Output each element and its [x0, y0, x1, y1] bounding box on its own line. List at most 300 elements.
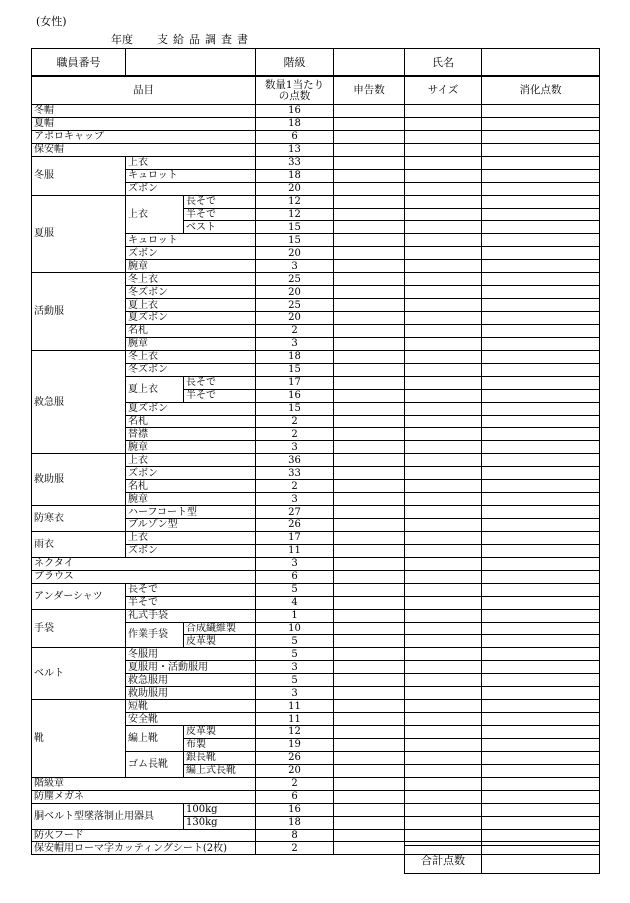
declared-count-field[interactable]	[334, 441, 405, 454]
consumed-points-field[interactable]	[482, 299, 600, 312]
item-category: アンダーシャツ	[32, 583, 126, 609]
size-field[interactable]	[405, 493, 482, 506]
size-field[interactable]	[405, 441, 482, 454]
consumed-points-field[interactable]	[482, 324, 600, 337]
declared-count-field[interactable]	[334, 480, 405, 493]
consumed-points-field[interactable]	[482, 609, 600, 622]
size-field[interactable]	[405, 208, 482, 221]
consumed-points-field[interactable]	[482, 273, 600, 286]
declared-count-field[interactable]	[334, 247, 405, 260]
points-per-unit: 15	[256, 234, 334, 247]
table-row	[32, 829, 600, 842]
item-variant: ベスト	[184, 221, 256, 234]
consumed-points-field[interactable]	[482, 648, 600, 661]
size-field[interactable]	[405, 312, 482, 325]
declared-count-field[interactable]	[334, 738, 405, 751]
declared-count-field[interactable]	[334, 363, 405, 376]
size-field[interactable]	[405, 389, 482, 402]
declared-count-field[interactable]	[334, 687, 405, 700]
table-row	[32, 609, 600, 622]
declared-count-field[interactable]	[334, 260, 405, 273]
size-field[interactable]	[405, 790, 482, 803]
declared-count-field[interactable]	[334, 467, 405, 480]
declared-count-field[interactable]	[334, 182, 405, 195]
consumed-points-field[interactable]	[482, 751, 600, 764]
size-field[interactable]	[405, 648, 482, 661]
consumed-points-field[interactable]	[482, 376, 600, 389]
size-field[interactable]	[405, 764, 482, 777]
size-field[interactable]	[405, 182, 482, 195]
item-category: 冬服	[32, 156, 126, 195]
size-field[interactable]	[405, 337, 482, 350]
points-per-unit: 5	[256, 648, 334, 661]
consumed-points-field[interactable]	[482, 105, 600, 118]
points-per-unit: 6	[256, 790, 334, 803]
item-variant: 長そで	[184, 376, 256, 389]
declared-count-field[interactable]	[334, 506, 405, 519]
consumed-points-field[interactable]	[482, 143, 600, 156]
total-table	[404, 845, 600, 874]
size-field[interactable]	[405, 583, 482, 596]
item-subcategory: ズボン	[126, 182, 256, 195]
item-subcategory: 作業手袋	[126, 622, 184, 648]
item-subcategory: ゴム長靴	[126, 751, 184, 777]
consumed-points-field[interactable]	[482, 363, 600, 376]
size-field[interactable]	[405, 350, 482, 363]
consumed-points-field[interactable]	[482, 415, 600, 428]
consumed-points-field[interactable]	[482, 389, 600, 402]
table-row	[32, 156, 600, 169]
table-row	[32, 648, 600, 661]
size-field[interactable]	[405, 751, 482, 764]
consumed-points-field[interactable]	[482, 441, 600, 454]
declared-count-field[interactable]	[334, 117, 405, 130]
declared-count-field[interactable]	[334, 337, 405, 350]
item-variant: 合成繊維製	[184, 622, 256, 635]
col-points-header-line2: の点数	[278, 89, 311, 102]
size-field[interactable]	[405, 713, 482, 726]
declared-count-field[interactable]	[334, 622, 405, 635]
points-per-unit: 16	[256, 389, 334, 402]
points-per-unit: 25	[256, 299, 334, 312]
item-category: 夏帽	[32, 117, 256, 130]
declared-count-field[interactable]	[334, 195, 405, 208]
staff-info-table	[31, 48, 600, 76]
table-row	[32, 700, 600, 713]
declared-count-field[interactable]	[334, 156, 405, 169]
consumed-points-field[interactable]	[482, 428, 600, 441]
size-field[interactable]	[405, 557, 482, 570]
table-row	[32, 454, 600, 467]
declared-count-field[interactable]	[334, 221, 405, 234]
consumed-points-field[interactable]	[482, 726, 600, 739]
consumed-points-field[interactable]	[482, 816, 600, 829]
size-field[interactable]	[405, 519, 482, 532]
item-category: ベルト	[32, 648, 126, 700]
table-row	[32, 777, 600, 790]
size-field[interactable]	[405, 286, 482, 299]
size-field[interactable]	[405, 803, 482, 816]
declared-count-field[interactable]	[334, 519, 405, 532]
item-subcategory: キュロット	[126, 169, 256, 182]
points-per-unit: 3	[256, 337, 334, 350]
size-field[interactable]	[405, 105, 482, 118]
item-subcategory: 救助服用	[126, 687, 256, 700]
declared-count-field[interactable]	[334, 169, 405, 182]
size-field[interactable]	[405, 195, 482, 208]
consumed-points-field[interactable]	[482, 700, 600, 713]
declared-count-field[interactable]	[334, 803, 405, 816]
points-per-unit: 18	[256, 350, 334, 363]
points-per-unit: 10	[256, 622, 334, 635]
size-field[interactable]	[405, 428, 482, 441]
points-per-unit: 16	[256, 803, 334, 816]
points-per-unit: 5	[256, 583, 334, 596]
consumed-points-field[interactable]	[482, 544, 600, 557]
size-field[interactable]	[405, 156, 482, 169]
consumed-points-field[interactable]	[482, 829, 600, 842]
consumed-points-field[interactable]	[482, 156, 600, 169]
points-per-unit: 3	[256, 557, 334, 570]
size-field[interactable]	[405, 570, 482, 583]
item-subcategory: 上衣	[126, 156, 256, 169]
size-field[interactable]	[405, 700, 482, 713]
consumed-points-field[interactable]	[482, 557, 600, 570]
consumed-points-field[interactable]	[482, 480, 600, 493]
item-category: 保安帽用ローマ字カッティングシート(2枚)	[32, 842, 256, 855]
consumed-points-field[interactable]	[482, 519, 600, 532]
item-variant: 130kg	[184, 816, 256, 829]
table-row	[32, 790, 600, 803]
item-subcategory: 夏上衣	[126, 299, 256, 312]
points-per-unit: 8	[256, 829, 334, 842]
declared-count-field[interactable]	[334, 415, 405, 428]
points-per-unit: 20	[256, 286, 334, 299]
item-variant: 100kg	[184, 803, 256, 816]
col-item-header: 品目	[32, 77, 256, 105]
consumed-points-field[interactable]	[482, 208, 600, 221]
consumed-points-field[interactable]	[482, 738, 600, 751]
consumed-points-field[interactable]	[482, 622, 600, 635]
consumed-points-field[interactable]	[482, 635, 600, 648]
points-per-unit: 20	[256, 247, 334, 260]
declared-count-field[interactable]	[334, 751, 405, 764]
size-field[interactable]	[405, 622, 482, 635]
item-category: ブラウス	[32, 570, 256, 583]
consumed-points-field[interactable]	[482, 337, 600, 350]
consumed-points-field[interactable]	[482, 674, 600, 687]
item-subcategory: ズボン	[126, 544, 256, 557]
points-per-unit: 12	[256, 195, 334, 208]
size-field[interactable]	[405, 726, 482, 739]
consumed-points-field[interactable]	[482, 764, 600, 777]
total-field[interactable]	[482, 846, 600, 874]
declared-count-field[interactable]	[334, 544, 405, 557]
item-category: 救急服	[32, 350, 126, 454]
size-field[interactable]	[405, 816, 482, 829]
consumed-points-field[interactable]	[482, 350, 600, 363]
declared-count-field[interactable]	[334, 531, 405, 544]
item-category: アポロキャップ	[32, 130, 256, 143]
consumed-points-field[interactable]	[482, 260, 600, 273]
item-subcategory: キュロット	[126, 234, 256, 247]
points-per-unit: 3	[256, 687, 334, 700]
item-category: 雨衣	[32, 531, 126, 557]
size-field[interactable]	[405, 260, 482, 273]
size-field[interactable]	[405, 376, 482, 389]
item-subcategory: 夏上衣	[126, 376, 184, 402]
size-field[interactable]	[405, 415, 482, 428]
size-field[interactable]	[405, 234, 482, 247]
points-per-unit: 36	[256, 454, 334, 467]
col-declared-header: 申告数	[334, 77, 405, 105]
consumed-points-field[interactable]	[482, 493, 600, 506]
consumed-points-field[interactable]	[482, 286, 600, 299]
size-field[interactable]	[405, 777, 482, 790]
consumed-points-field[interactable]	[482, 777, 600, 790]
size-field[interactable]	[405, 130, 482, 143]
declared-count-field[interactable]	[334, 273, 405, 286]
declared-count-field[interactable]	[334, 700, 405, 713]
declared-count-field[interactable]	[334, 143, 405, 156]
consumed-points-field[interactable]	[482, 570, 600, 583]
consumed-points-field[interactable]	[482, 454, 600, 467]
points-per-unit: 17	[256, 376, 334, 389]
table-row	[32, 143, 600, 156]
declared-count-field[interactable]	[334, 570, 405, 583]
size-field[interactable]	[405, 247, 482, 260]
consumed-points-field[interactable]	[482, 713, 600, 726]
size-field[interactable]	[405, 829, 482, 842]
consumed-points-field[interactable]	[482, 247, 600, 260]
item-category: 防火フード	[32, 829, 256, 842]
points-per-unit: 17	[256, 531, 334, 544]
points-per-unit: 3	[256, 493, 334, 506]
document-title-line	[111, 31, 253, 47]
item-variant: 皮革製	[184, 635, 256, 648]
consumed-points-field[interactable]	[482, 583, 600, 596]
points-per-unit: 26	[256, 751, 334, 764]
points-per-unit: 33	[256, 156, 334, 169]
declared-count-field[interactable]	[334, 829, 405, 842]
declared-count-field[interactable]	[334, 105, 405, 118]
consumed-points-field[interactable]	[482, 506, 600, 519]
item-variant: 半そで	[184, 208, 256, 221]
item-category: ネクタイ	[32, 557, 256, 570]
points-per-unit: 15	[256, 363, 334, 376]
declared-count-field[interactable]	[334, 764, 405, 777]
table-row	[32, 570, 600, 583]
declared-count-field[interactable]	[334, 389, 405, 402]
items-table	[31, 76, 600, 855]
declared-count-field[interactable]	[334, 648, 405, 661]
declared-count-field[interactable]	[334, 324, 405, 337]
size-field[interactable]	[405, 299, 482, 312]
declared-count-field[interactable]	[334, 286, 405, 299]
item-subcategory: 礼式手袋	[126, 609, 256, 622]
rank-label: 階級	[256, 49, 334, 76]
item-variant: 布製	[184, 738, 256, 751]
size-field[interactable]	[405, 480, 482, 493]
item-subcategory: 名札	[126, 480, 256, 493]
name-field[interactable]	[482, 49, 600, 76]
item-subcategory: 夏ズボン	[126, 402, 256, 415]
size-field[interactable]	[405, 609, 482, 622]
table-row	[32, 130, 600, 143]
item-category: 防塵メガネ	[32, 790, 256, 803]
size-field[interactable]	[405, 687, 482, 700]
item-subcategory: ズボン	[126, 467, 256, 480]
size-field[interactable]	[405, 117, 482, 130]
item-subcategory: 替襟	[126, 428, 256, 441]
table-row	[32, 117, 600, 130]
points-per-unit: 5	[256, 674, 334, 687]
size-field[interactable]	[405, 402, 482, 415]
points-per-unit: 2	[256, 415, 334, 428]
declared-count-field[interactable]	[334, 609, 405, 622]
item-subcategory: 冬ズボン	[126, 363, 256, 376]
declared-count-field[interactable]	[334, 777, 405, 790]
item-subcategory: 腕章	[126, 260, 256, 273]
points-per-unit: 2	[256, 428, 334, 441]
declared-count-field[interactable]	[334, 312, 405, 325]
table-row	[32, 273, 600, 286]
points-per-unit: 2	[256, 777, 334, 790]
declared-count-field[interactable]	[334, 208, 405, 221]
item-subcategory: ズボン	[126, 247, 256, 260]
size-field[interactable]	[405, 273, 482, 286]
points-per-unit: 25	[256, 273, 334, 286]
staff-number-label: 職員番号	[32, 49, 126, 76]
consumed-points-field[interactable]	[482, 221, 600, 234]
item-subcategory: 編上靴	[126, 726, 184, 752]
size-field[interactable]	[405, 544, 482, 557]
points-per-unit: 20	[256, 764, 334, 777]
item-category: 活動服	[32, 273, 126, 351]
consumed-points-field[interactable]	[482, 195, 600, 208]
declared-count-field[interactable]	[334, 596, 405, 609]
size-field[interactable]	[405, 363, 482, 376]
points-per-unit: 33	[256, 467, 334, 480]
table-row	[32, 195, 600, 208]
points-per-unit: 18	[256, 816, 334, 829]
consumed-points-field[interactable]	[482, 687, 600, 700]
item-subcategory: ブルゾン型	[126, 519, 256, 532]
item-category: 胴ベルト型墜落制止用器具	[32, 803, 184, 829]
consumed-points-field[interactable]	[482, 169, 600, 182]
size-field[interactable]	[405, 454, 482, 467]
table-row	[32, 803, 600, 816]
consumed-points-field[interactable]	[482, 661, 600, 674]
table-row	[32, 557, 600, 570]
declared-count-field[interactable]	[334, 130, 405, 143]
points-per-unit: 16	[256, 105, 334, 118]
size-field[interactable]	[405, 531, 482, 544]
consumed-points-field[interactable]	[482, 402, 600, 415]
declared-count-field[interactable]	[334, 674, 405, 687]
declared-count-field[interactable]	[334, 299, 405, 312]
declared-count-field[interactable]	[334, 713, 405, 726]
points-per-unit: 6	[256, 570, 334, 583]
points-per-unit: 5	[256, 635, 334, 648]
points-per-unit: 2	[256, 480, 334, 493]
declared-count-field[interactable]	[334, 402, 405, 415]
item-category: 階級章	[32, 777, 256, 790]
consumed-points-field[interactable]	[482, 531, 600, 544]
consumed-points-field[interactable]	[482, 803, 600, 816]
declared-count-field[interactable]	[334, 376, 405, 389]
size-field[interactable]	[405, 596, 482, 609]
consumed-points-field[interactable]	[482, 182, 600, 195]
size-field[interactable]	[405, 467, 482, 480]
item-subcategory: ハーフコート型	[126, 506, 256, 519]
points-per-unit: 20	[256, 182, 334, 195]
item-variant: 銀長靴	[184, 751, 256, 764]
declared-count-field[interactable]	[334, 557, 405, 570]
points-per-unit: 12	[256, 208, 334, 221]
declared-count-field[interactable]	[334, 635, 405, 648]
declared-count-field[interactable]	[334, 816, 405, 829]
declared-count-field[interactable]	[334, 350, 405, 363]
declared-count-field[interactable]	[334, 493, 405, 506]
consumed-points-field[interactable]	[482, 117, 600, 130]
item-subcategory: 名札	[126, 415, 256, 428]
size-field[interactable]	[405, 169, 482, 182]
item-subcategory: 長そで	[126, 583, 256, 596]
item-subcategory: 冬服用	[126, 648, 256, 661]
table-row	[32, 583, 600, 596]
item-subcategory: 上衣	[126, 454, 256, 467]
declared-count-field[interactable]	[334, 428, 405, 441]
item-variant: 長そで	[184, 195, 256, 208]
declared-count-field[interactable]	[334, 726, 405, 739]
declared-count-field[interactable]	[334, 790, 405, 803]
item-variant: 皮革製	[184, 726, 256, 739]
rank-field[interactable]	[334, 49, 405, 76]
points-per-unit: 3	[256, 260, 334, 273]
declared-count-field[interactable]	[334, 454, 405, 467]
table-row	[32, 350, 600, 363]
points-per-unit: 3	[256, 661, 334, 674]
points-per-unit: 15	[256, 402, 334, 415]
consumed-points-field[interactable]	[482, 596, 600, 609]
col-size-header: サイズ	[405, 77, 482, 105]
size-field[interactable]	[405, 324, 482, 337]
consumed-points-field[interactable]	[482, 467, 600, 480]
declared-count-field[interactable]	[334, 234, 405, 247]
size-field[interactable]	[405, 674, 482, 687]
points-per-unit: 6	[256, 130, 334, 143]
consumed-points-field[interactable]	[482, 312, 600, 325]
size-field[interactable]	[405, 143, 482, 156]
declared-count-field[interactable]	[334, 661, 405, 674]
declared-count-field[interactable]	[334, 842, 405, 855]
gender-label: (女性)	[36, 15, 67, 28]
name-label: 氏名	[405, 49, 482, 76]
staff-number-field[interactable]	[126, 49, 256, 76]
declared-count-field[interactable]	[334, 583, 405, 596]
col-points-header	[256, 77, 334, 105]
size-field[interactable]	[405, 635, 482, 648]
consumed-points-field[interactable]	[482, 790, 600, 803]
size-field[interactable]	[405, 506, 482, 519]
consumed-points-field[interactable]	[482, 130, 600, 143]
size-field[interactable]	[405, 661, 482, 674]
consumed-points-field[interactable]	[482, 234, 600, 247]
size-field[interactable]	[405, 221, 482, 234]
size-field[interactable]	[405, 738, 482, 751]
column-header-row	[32, 77, 600, 105]
